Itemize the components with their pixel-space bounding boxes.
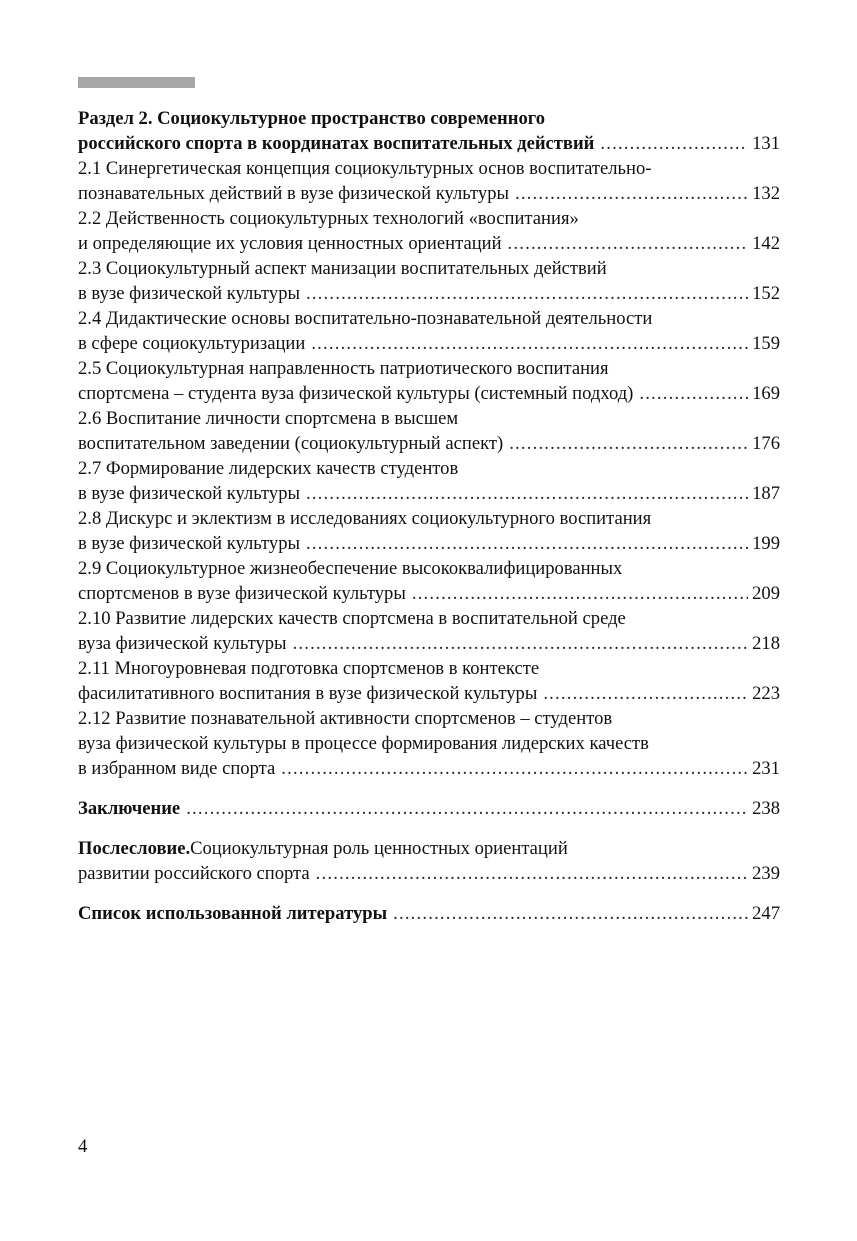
toc-entry[interactable] bbox=[78, 206, 780, 256]
toc-leader-dots bbox=[186, 796, 748, 821]
toc-entry-line bbox=[78, 231, 780, 256]
toc-leader-dots bbox=[393, 901, 748, 926]
toc-page-number: 131 bbox=[752, 133, 780, 154]
toc-leader-dots bbox=[600, 131, 748, 156]
toc-entry-title: развитии российского спорта bbox=[78, 863, 310, 884]
toc-entry-title: в вузе физической культуры bbox=[78, 483, 300, 504]
toc-entry[interactable] bbox=[78, 556, 780, 606]
toc-leader-dots bbox=[306, 481, 748, 506]
toc-entry-line bbox=[78, 606, 780, 631]
toc-entry[interactable] bbox=[78, 706, 780, 781]
toc-entry[interactable] bbox=[78, 406, 780, 456]
toc-entry[interactable] bbox=[78, 156, 780, 206]
table-of-contents bbox=[78, 106, 780, 926]
toc-entry-line bbox=[78, 656, 780, 681]
toc-leader-dots bbox=[508, 231, 749, 256]
toc-entry-title: Заключение bbox=[78, 798, 181, 819]
toc-entry-title: 2.3 Социокультурный аспект манизации воспитательных действий bbox=[78, 258, 607, 279]
toc-entry[interactable] bbox=[78, 606, 780, 656]
toc-page-number: 187 bbox=[752, 483, 780, 504]
toc-entry-line bbox=[78, 206, 780, 231]
toc-page-number: 159 bbox=[752, 333, 780, 354]
toc-entry-line bbox=[78, 331, 780, 356]
toc-entry-line bbox=[78, 281, 780, 306]
toc-page-number: 199 bbox=[752, 533, 780, 554]
toc-entry[interactable] bbox=[78, 456, 780, 506]
toc-entry-line bbox=[78, 836, 780, 861]
toc-entry-title: 2.2 Действенность социокультурных технологий «воспитания» bbox=[78, 208, 579, 229]
toc-entry-title: Социокультурная роль ценностных ориентаций bbox=[190, 838, 568, 859]
toc-entry-title: Раздел 2. Социокультурное пространство современного bbox=[78, 108, 546, 129]
toc-entry-title: 2.8 Дискурс и эклектизм в исследованиях социокультурного воспитания bbox=[78, 508, 652, 529]
toc-page-number: 152 bbox=[752, 283, 780, 304]
toc-leader-dots bbox=[293, 631, 749, 656]
toc-entry-title: российского спорта в координатах воспитательных действий bbox=[78, 133, 595, 154]
toc-page-number: 142 bbox=[752, 233, 780, 254]
toc-leader-dots bbox=[306, 281, 748, 306]
toc-entry-title: в избранном виде спорта bbox=[78, 758, 276, 779]
toc-entry-line bbox=[78, 756, 780, 781]
toc-entry-line bbox=[78, 156, 780, 181]
toc-page-number: 209 bbox=[752, 583, 780, 604]
toc-entry[interactable] bbox=[78, 656, 780, 706]
toc-page-number: 176 bbox=[752, 433, 780, 454]
toc-entry-title: в сфере социокультуризации bbox=[78, 333, 306, 354]
toc-entry-line bbox=[78, 181, 780, 206]
toc-entry-line bbox=[78, 381, 780, 406]
toc-entry-line bbox=[78, 531, 780, 556]
toc-entry-line bbox=[78, 456, 780, 481]
toc-entry-title: познавательных действий в вузе физической культуры bbox=[78, 183, 509, 204]
toc-entry-line bbox=[78, 581, 780, 606]
toc-page-number: 247 bbox=[752, 903, 780, 924]
toc-leader-dots bbox=[543, 681, 748, 706]
toc-entry-line bbox=[78, 481, 780, 506]
toc-entry[interactable] bbox=[78, 106, 780, 156]
page-number: 4 bbox=[78, 1136, 88, 1157]
toc-entry-title: 2.4 Дидактические основы воспитательно-познавательной деятельности bbox=[78, 308, 653, 329]
toc-entry-line bbox=[78, 256, 780, 281]
toc-page-number: 239 bbox=[752, 863, 780, 884]
toc-leader-dots bbox=[412, 581, 748, 606]
toc-entry-title: воспитательном заведении (социокультурный аспект) bbox=[78, 433, 504, 454]
toc-entry[interactable] bbox=[78, 901, 780, 926]
toc-page-number: 169 bbox=[752, 383, 780, 404]
toc-entry-title: 2.1 Синергетическая концепция социокультурных основ воспитательно- bbox=[78, 158, 652, 179]
toc-entry-line bbox=[78, 431, 780, 456]
toc-entry-title: и определяющие их условия ценностных ориентаций bbox=[78, 233, 502, 254]
toc-leader-dots bbox=[306, 531, 748, 556]
toc-entry-line bbox=[78, 556, 780, 581]
toc-entry-lead: Послесловие. bbox=[78, 838, 191, 859]
toc-entry-line bbox=[78, 406, 780, 431]
toc-entry-line bbox=[78, 861, 780, 886]
toc-entry-title: спортсменов в вузе физической культуры bbox=[78, 583, 406, 604]
toc-entry-title: 2.11 Многоуровневая подготовка спортсменов в контексте bbox=[78, 658, 540, 679]
toc-entry-line bbox=[78, 706, 780, 731]
toc-entry-title: в вузе физической культуры bbox=[78, 283, 300, 304]
toc-entry[interactable] bbox=[78, 356, 780, 406]
toc-entry-title: фасилитативного воспитания в вузе физической культуры bbox=[78, 683, 538, 704]
toc-page-number: 223 bbox=[752, 683, 780, 704]
toc-entry[interactable] bbox=[78, 506, 780, 556]
toc-entry-title: 2.5 Социокультурная направленность патриотического воспитания bbox=[78, 358, 609, 379]
toc-page-number: 238 bbox=[752, 798, 780, 819]
toc-entry-title: вуза физической культуры bbox=[78, 633, 287, 654]
toc-entry-line bbox=[78, 796, 780, 821]
toc-entry-title: в вузе физической культуры bbox=[78, 533, 300, 554]
toc-entry-line bbox=[78, 356, 780, 381]
toc-entry-line bbox=[78, 131, 780, 156]
toc-entry-title: Список использованной литературы bbox=[78, 903, 388, 924]
toc-leader-dots bbox=[311, 331, 748, 356]
toc-entry-title: 2.12 Развитие познавательной активности спортсменов – студентов bbox=[78, 708, 613, 729]
toc-entry-title: 2.10 Развитие лидерских качеств спортсмена в воспитательной среде bbox=[78, 608, 626, 629]
toc-leader-dots bbox=[515, 181, 748, 206]
toc-page-number: 231 bbox=[752, 758, 780, 779]
toc-leader-dots bbox=[509, 431, 748, 456]
toc-leader-dots bbox=[281, 756, 748, 781]
header-rule bbox=[78, 77, 195, 88]
toc-entry[interactable] bbox=[78, 256, 780, 306]
toc-entry-title: 2.6 Воспитание личности спортсмена в высшем bbox=[78, 408, 459, 429]
toc-entry-line bbox=[78, 506, 780, 531]
toc-entry[interactable] bbox=[78, 796, 780, 821]
toc-page-number: 218 bbox=[752, 633, 780, 654]
toc-leader-dots bbox=[639, 381, 748, 406]
toc-entry-line bbox=[78, 901, 780, 926]
toc-entry-line bbox=[78, 681, 780, 706]
toc-entry-title: вуза физической культуры в процессе формирования лидерских качеств bbox=[78, 733, 649, 754]
toc-leader-dots bbox=[316, 861, 748, 886]
toc-page-number: 132 bbox=[752, 183, 780, 204]
toc-entry-line bbox=[78, 106, 780, 131]
toc-entry-line bbox=[78, 306, 780, 331]
toc-entry-title: 2.7 Формирование лидерских качеств студентов bbox=[78, 458, 459, 479]
toc-entry[interactable] bbox=[78, 306, 780, 356]
toc-entry-title: 2.9 Социокультурное жизнеобеспечение высококвалифицированных bbox=[78, 558, 623, 579]
toc-entry-line bbox=[78, 631, 780, 656]
toc-entry[interactable] bbox=[78, 836, 780, 886]
toc-entry-line bbox=[78, 731, 780, 756]
toc-entry-title: спортсмена – студента вуза физической культуры (системный подход) bbox=[78, 383, 634, 404]
